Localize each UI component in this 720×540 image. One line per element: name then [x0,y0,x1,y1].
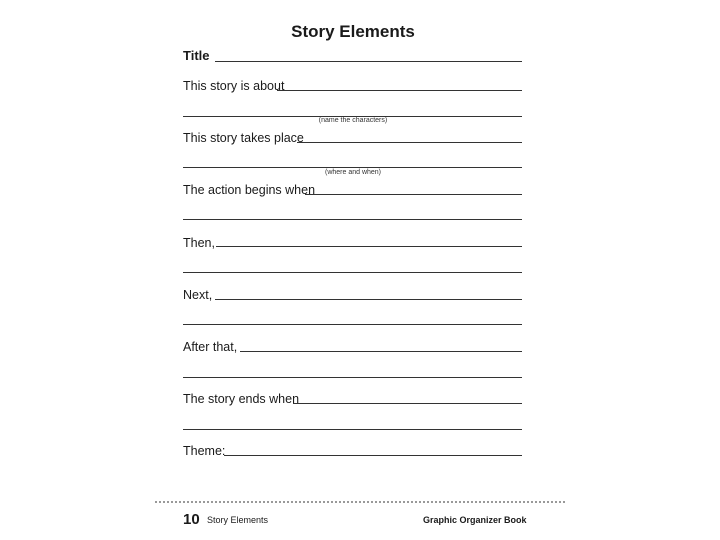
page-number: 10 [183,511,200,528]
after-input-line[interactable] [240,351,522,352]
title-label: Title [183,48,210,63]
ends-input-line[interactable] [293,403,522,404]
place-input-line-2[interactable] [183,167,522,168]
then-input-line-2[interactable] [183,272,522,273]
about-input-line[interactable] [277,90,522,91]
ends-label: The story ends when [183,392,300,406]
page-title: Story Elements [291,22,415,41]
then-input-line[interactable] [216,246,522,247]
action-label: The action begins when [183,183,316,197]
about-label: This story is about [183,79,285,93]
action-input-line-2[interactable] [183,219,522,220]
footer-divider [155,501,565,503]
title-input-line[interactable] [215,61,522,62]
next-input-line[interactable] [215,299,522,300]
theme-label: Theme: [183,444,226,458]
footer-book-title: Graphic Organizer Book [423,515,527,525]
footer-section: Story Elements [207,515,269,525]
theme-input-line[interactable] [224,455,522,456]
after-input-line-2[interactable] [183,377,522,378]
action-input-line[interactable] [305,194,522,195]
then-label: Then, [183,236,215,250]
ends-input-line-2[interactable] [183,429,522,430]
place-label: This story takes place [183,131,304,145]
next-label: Next, [183,288,213,302]
next-input-line-2[interactable] [183,324,522,325]
about-note: (name the characters) [318,117,388,124]
after-label: After that, [183,340,238,354]
place-note: (where and when) [324,169,382,176]
place-input-line[interactable] [297,142,522,143]
